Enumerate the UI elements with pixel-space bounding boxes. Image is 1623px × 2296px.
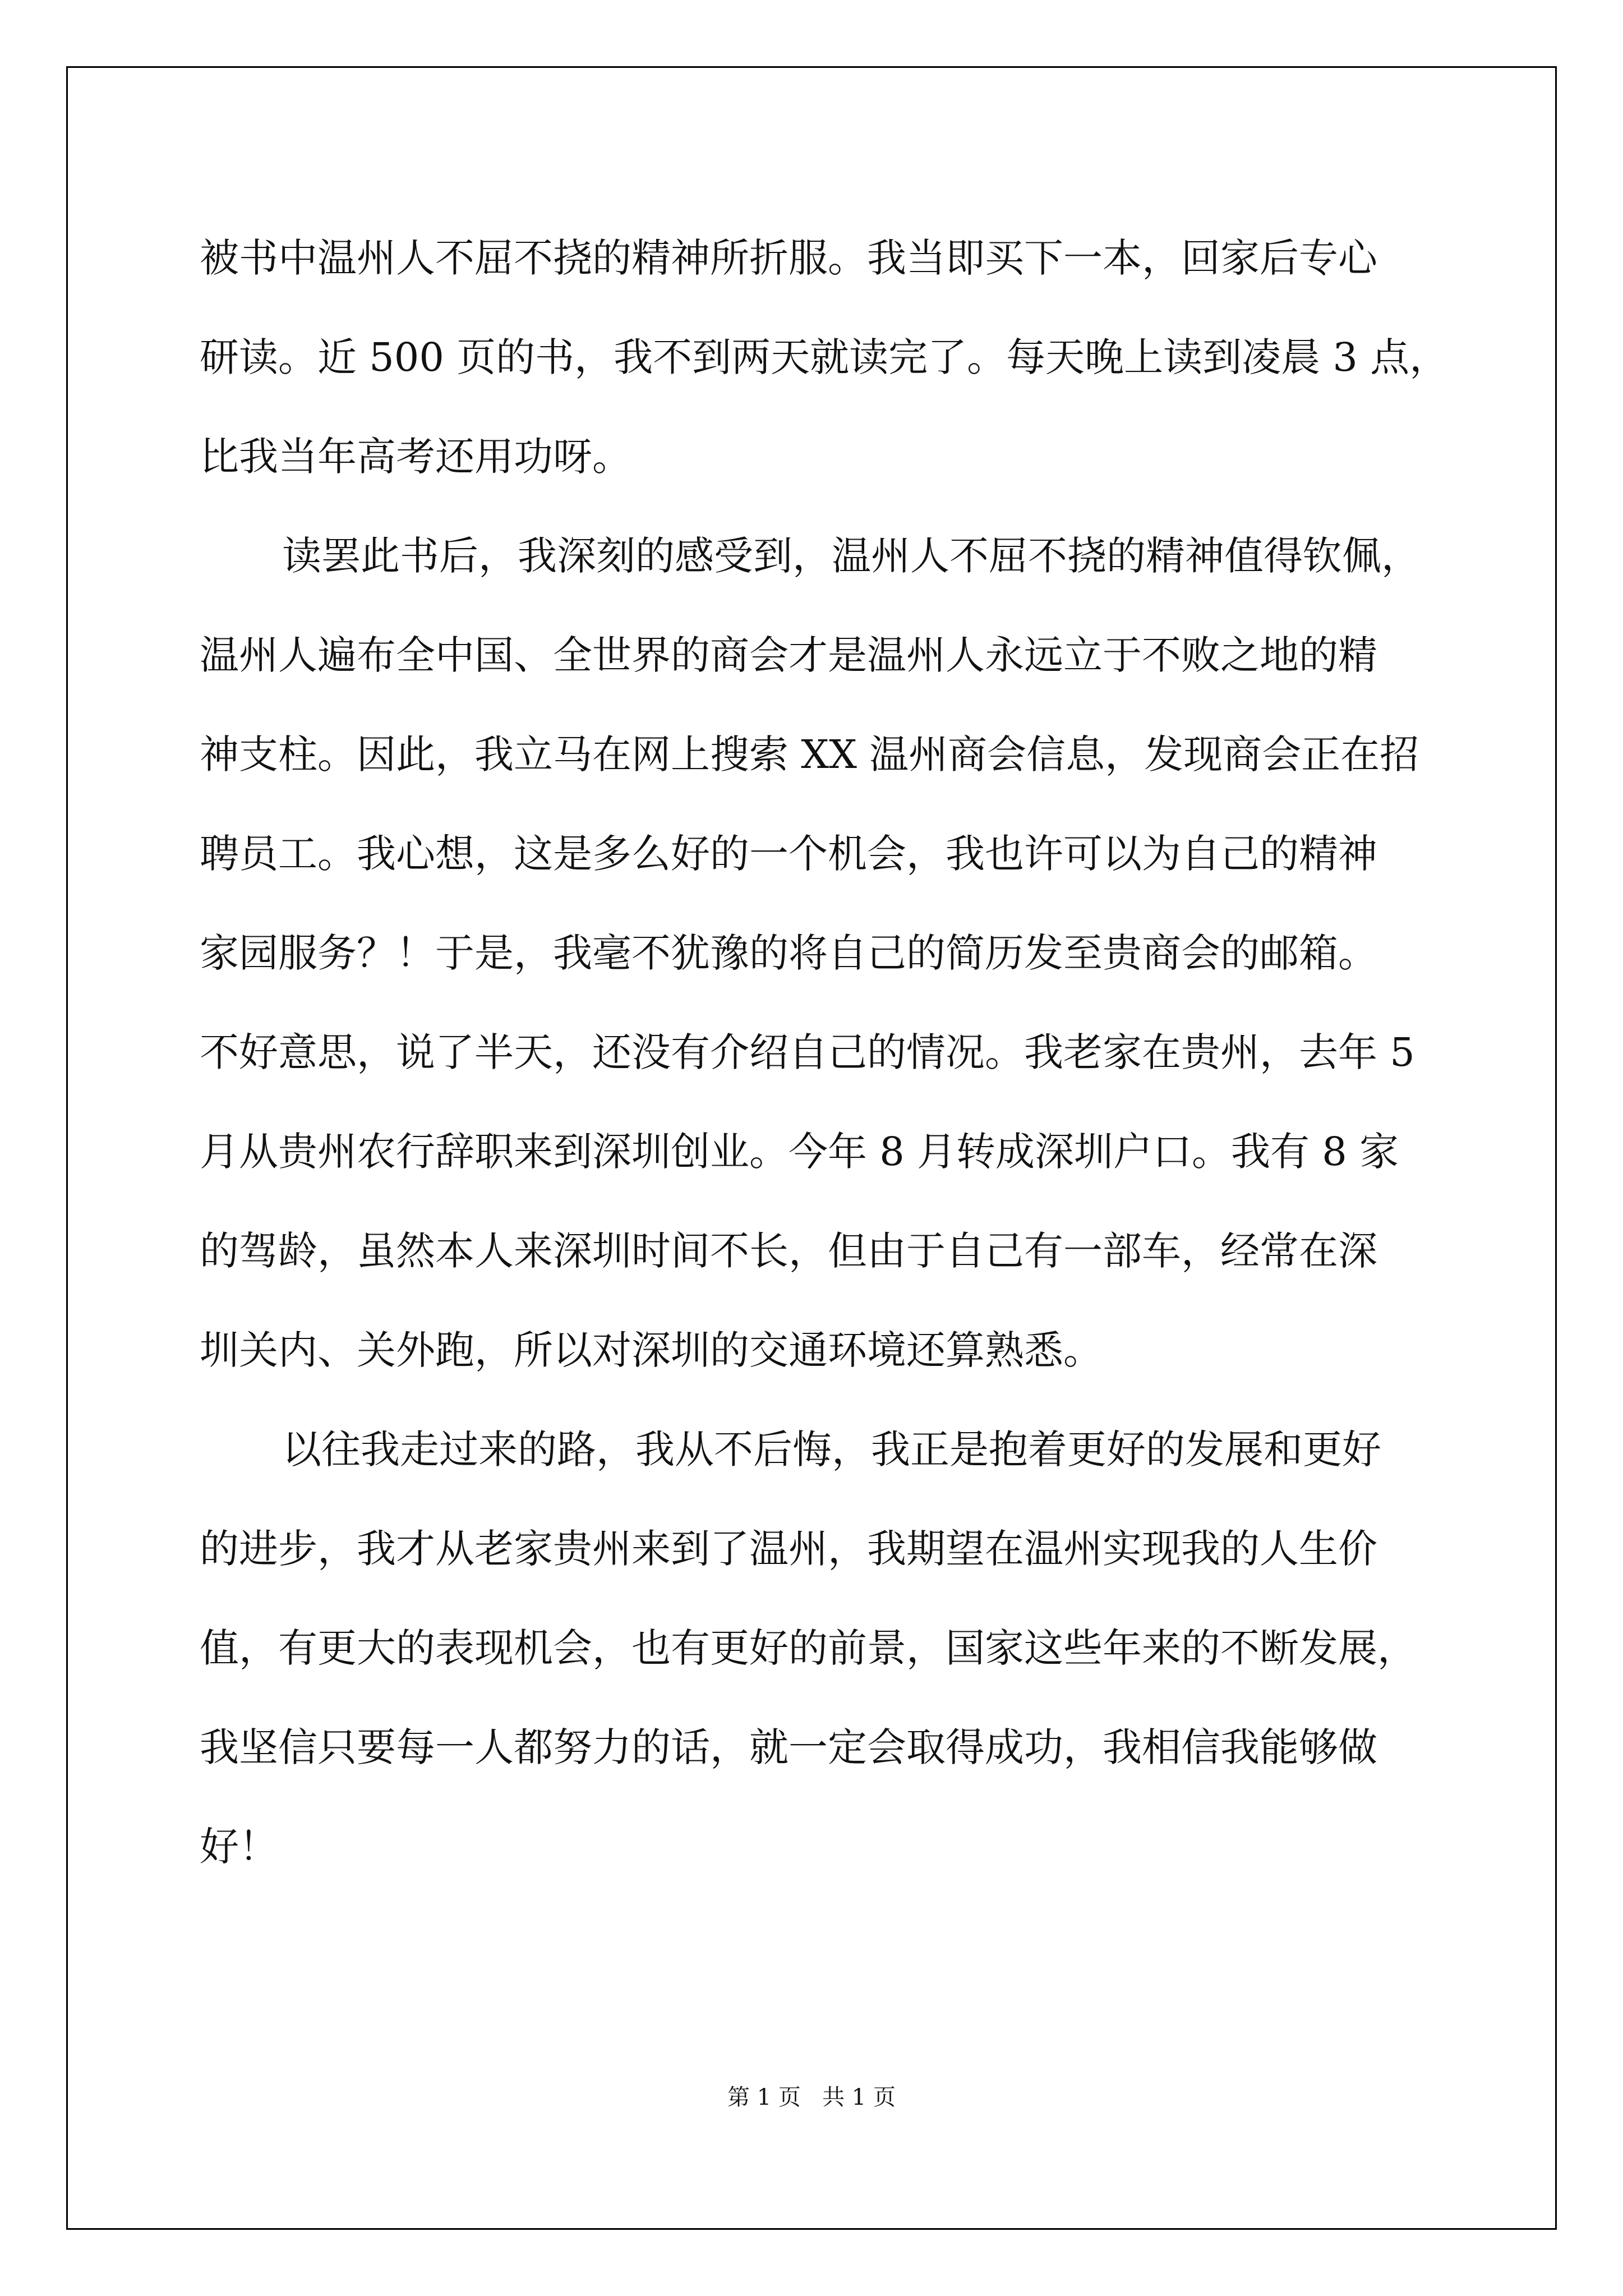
text-line-2: 研读。近 500 页的书，我不到两天就读完了。每天晚上读到凌晨 3 点， [200,334,1449,380]
text-line-15: 值，有更大的表现机会，也有更好的前景，国家这些年来的不断发展， [200,1625,1417,1671]
text-line-4: 读罢此书后，我深刻的感受到，温州人不屈不挠的精神值得钦佩， [282,533,1421,579]
text-line-12: 圳关内、关外跑，所以对深圳的交通环境还算熟悉。 [200,1327,1103,1373]
text-line-5: 温州人遍布全中国、全世界的商会才是温州人永远立于不败之地的精 [200,632,1377,678]
text-line-1: 被书中温州人不屈不挠的精神所折服。我当即买下一本，回家后专心 [200,235,1377,281]
text-line-17: 好！ [200,1824,278,1870]
page-footer: 第 1 页 共 1 页 [727,2085,896,2110]
text-line-10: 月从贵州农行辞职来到深圳创业。今年 8 月转成深圳户口。我有 8 家 [200,1129,1399,1175]
text-line-8: 家园服务？！于是，我毫不犹豫的将自己的简历发至贵商会的邮箱。 [200,930,1377,976]
text-line-14: 的进步，我才从老家贵州来到了温州，我期望在温州实现我的人生价 [200,1526,1377,1572]
document-body [200,209,1449,1897]
text-line-6: 神支柱。因此，我立马在网上搜索 XX 温州商会信息，发现商会正在招 [200,731,1419,777]
text-line-9: 不好意思，说了半天，还没有介绍自己的情况。我老家在贵州，去年 5 [200,1029,1415,1075]
text-line-3: 比我当年高考还用功呀。 [200,434,631,480]
text-line-7: 聘员工。我心想，这是多么好的一个机会，我也许可以为自己的精神 [200,831,1377,877]
text-line-11: 的驾龄，虽然本人来深圳时间不长，但由于自己有一部车，经常在深 [200,1228,1377,1274]
text-line-13: 以往我走过来的路，我从不后悔，我正是抱着更好的发展和更好 [282,1427,1381,1473]
text-line-16: 我坚信只要每一人都努力的话，就一定会取得成功，我相信我能够做 [200,1724,1377,1770]
